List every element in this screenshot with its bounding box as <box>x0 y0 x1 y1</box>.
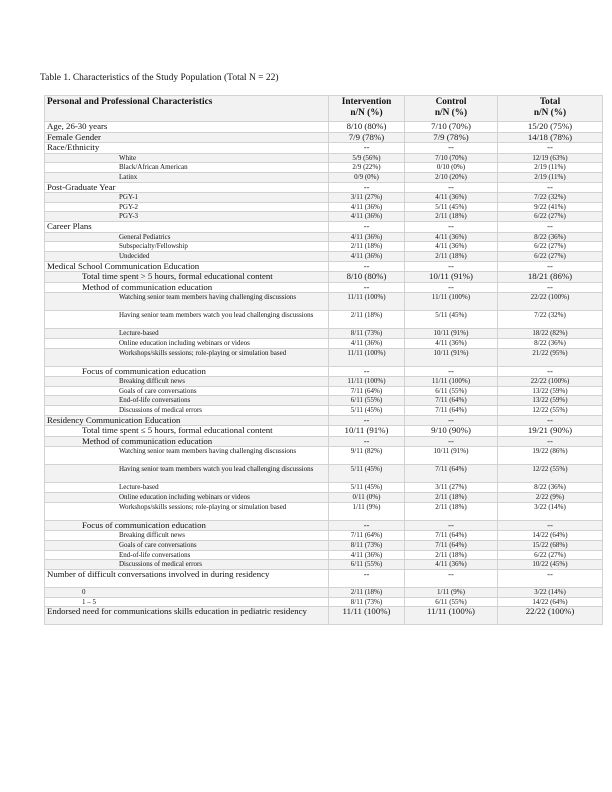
row-label: Focus of communication education <box>45 366 329 377</box>
table-row <box>45 426 603 437</box>
total-value: 15/22 (68%) <box>498 540 603 550</box>
row-label: Workshops/skills sessions; role-playing or simulation based <box>45 502 329 520</box>
table-row <box>45 212 603 222</box>
row-label: Total time spent ≤ 5 hours, formal educational content <box>45 426 329 437</box>
table-row <box>45 311 603 329</box>
row-label: Focus of communication education <box>45 520 329 531</box>
intervention-value: 11/11 (100%) <box>329 293 405 311</box>
table-row <box>45 153 603 163</box>
control-value: 2/11 (18%) <box>405 212 498 222</box>
control-value: 4/11 (36%) <box>405 193 498 203</box>
row-label: Career Plans <box>45 222 329 233</box>
total-value: 8/22 (36%) <box>498 232 603 242</box>
control-value: 1/11 (9%) <box>405 587 498 597</box>
table-row <box>45 293 603 311</box>
table-row <box>45 202 603 212</box>
intervention-value: 4/11 (36%) <box>329 202 405 212</box>
control-value: 11/11 (100%) <box>405 293 498 311</box>
row-label: Watching senior team members having challenging discussions <box>45 447 329 465</box>
row-label: 1 – 5 <box>45 597 329 607</box>
intervention-value: 7/11 (64%) <box>329 531 405 541</box>
control-value: 11/11 (100%) <box>405 377 498 387</box>
table-row <box>45 447 603 465</box>
total-value: 21/22 (95%) <box>498 348 603 366</box>
row-label: Age, 26-30 years <box>45 122 329 133</box>
intervention-value: 2/11 (18%) <box>329 587 405 597</box>
table-row <box>45 465 603 483</box>
intervention-value: 8/11 (73%) <box>329 329 405 339</box>
row-label: Breaking difficult news <box>45 531 329 541</box>
table-row <box>45 415 603 426</box>
row-label: Medical School Communication Education <box>45 261 329 272</box>
table-row <box>45 377 603 387</box>
intervention-value: 10/11 (91%) <box>329 426 405 437</box>
row-label: Watching senior team members having challenging discussions <box>45 293 329 311</box>
intervention-value: 7/11 (64%) <box>329 386 405 396</box>
intervention-value: 11/11 (100%) <box>329 348 405 366</box>
intervention-value: -- <box>329 520 405 531</box>
row-label: General Pediatrics <box>45 232 329 242</box>
total-value: 14/18 (78%) <box>498 132 603 143</box>
row-label: Goals of care conversations <box>45 386 329 396</box>
row-label: Female Gender <box>45 132 329 143</box>
table-row <box>45 587 603 597</box>
intervention-value: 0/9 (0%) <box>329 172 405 182</box>
intervention-value: 3/11 (27%) <box>329 193 405 203</box>
total-value: 8/22 (36%) <box>498 483 603 493</box>
control-value: -- <box>405 282 498 293</box>
total-value: 6/22 (27%) <box>498 550 603 560</box>
control-value: 10/11 (91%) <box>405 348 498 366</box>
row-label: Undecided <box>45 252 329 262</box>
control-value: 4/11 (36%) <box>405 232 498 242</box>
total-value: 8/22 (36%) <box>498 338 603 348</box>
intervention-value: 5/11 (45%) <box>329 406 405 416</box>
intervention-value: -- <box>329 366 405 377</box>
intervention-value: 5/11 (45%) <box>329 465 405 483</box>
intervention-value: -- <box>329 182 405 193</box>
intervention-value: 2/11 (18%) <box>329 242 405 252</box>
table-body <box>45 122 603 625</box>
table-row <box>45 540 603 550</box>
table-row <box>45 282 603 293</box>
table-row <box>45 163 603 173</box>
intervention-value: 6/11 (55%) <box>329 560 405 570</box>
row-label: Residency Communication Education <box>45 415 329 426</box>
header-control: Control n/N (%) <box>405 96 498 122</box>
control-value: 3/11 (27%) <box>405 483 498 493</box>
row-label: Online education including webinars or videos <box>45 338 329 348</box>
total-value: 6/22 (27%) <box>498 242 603 252</box>
total-value: 9/22 (41%) <box>498 202 603 212</box>
table-row <box>45 493 603 503</box>
intervention-value: 11/11 (100%) <box>329 377 405 387</box>
intervention-value: 5/11 (45%) <box>329 483 405 493</box>
total-value: 14/22 (64%) <box>498 597 603 607</box>
row-label: Number of difficult conversations involved in during residency <box>45 569 329 587</box>
control-value: 10/11 (91%) <box>405 329 498 339</box>
intervention-value: 11/11 (100%) <box>329 607 405 625</box>
control-value: 0/10 (0%) <box>405 163 498 173</box>
row-label: Method of communication education <box>45 282 329 293</box>
intervention-value: 8/11 (73%) <box>329 540 405 550</box>
intervention-value: 8/10 (80%) <box>329 272 405 283</box>
total-value: -- <box>498 415 603 426</box>
control-value: 4/11 (36%) <box>405 242 498 252</box>
control-value: 10/11 (91%) <box>405 447 498 465</box>
intervention-value: 1/11 (9%) <box>329 502 405 520</box>
control-value: 7/9 (78%) <box>405 132 498 143</box>
control-value: -- <box>405 143 498 154</box>
table-row <box>45 348 603 366</box>
table-row <box>45 272 603 283</box>
control-value: 11/11 (100%) <box>405 607 498 625</box>
intervention-value: -- <box>329 222 405 233</box>
table-row <box>45 607 603 625</box>
intervention-value: 8/10 (80%) <box>329 122 405 133</box>
control-value: 6/11 (55%) <box>405 386 498 396</box>
control-value: -- <box>405 520 498 531</box>
intervention-value: 0/11 (0%) <box>329 493 405 503</box>
row-label: PGY-2 <box>45 202 329 212</box>
intervention-value: 4/11 (36%) <box>329 550 405 560</box>
table-row <box>45 261 603 272</box>
intervention-value: 2/11 (18%) <box>329 311 405 329</box>
intervention-value: -- <box>329 282 405 293</box>
table-row <box>45 550 603 560</box>
intervention-value: -- <box>329 415 405 426</box>
control-value: 2/10 (20%) <box>405 172 498 182</box>
total-value: -- <box>498 520 603 531</box>
row-label: Discussions of medical errors <box>45 560 329 570</box>
control-value: 7/11 (64%) <box>405 406 498 416</box>
control-value: 5/11 (45%) <box>405 311 498 329</box>
table-row <box>45 242 603 252</box>
total-value: -- <box>498 143 603 154</box>
intervention-value: 2/9 (22%) <box>329 163 405 173</box>
row-label: Online education including webinars or videos <box>45 493 329 503</box>
intervention-value: 5/9 (56%) <box>329 153 405 163</box>
row-label: End-of-life conversations <box>45 550 329 560</box>
control-value: -- <box>405 261 498 272</box>
intervention-value: 8/11 (73%) <box>329 597 405 607</box>
total-value: 22/22 (100%) <box>498 607 603 625</box>
table-row <box>45 122 603 133</box>
row-label: 0 <box>45 587 329 597</box>
row-label: Breaking difficult news <box>45 377 329 387</box>
control-value: -- <box>405 366 498 377</box>
total-value: -- <box>498 222 603 233</box>
total-value: -- <box>498 436 603 447</box>
table-row <box>45 396 603 406</box>
total-value: 2/19 (11%) <box>498 172 603 182</box>
table-row <box>45 222 603 233</box>
intervention-value: -- <box>329 436 405 447</box>
control-value: 5/11 (45%) <box>405 202 498 212</box>
total-value: -- <box>498 282 603 293</box>
intervention-value: -- <box>329 569 405 587</box>
row-label: End-of-life conversations <box>45 396 329 406</box>
row-label: Subspecialty/Fellowship <box>45 242 329 252</box>
intervention-value: 6/11 (55%) <box>329 396 405 406</box>
row-label: PGY-1 <box>45 193 329 203</box>
row-label: Workshops/skills sessions; role-playing or simulation based <box>45 348 329 366</box>
row-label: Lecture-based <box>45 483 329 493</box>
table-row <box>45 172 603 182</box>
total-value: 19/21 (90%) <box>498 426 603 437</box>
total-value: 15/20 (75%) <box>498 122 603 133</box>
header-intervention: Intervention n/N (%) <box>329 96 405 122</box>
total-value: 7/22 (32%) <box>498 193 603 203</box>
intervention-value: 4/11 (36%) <box>329 252 405 262</box>
row-label: Method of communication education <box>45 436 329 447</box>
control-value: -- <box>405 569 498 587</box>
control-value: 2/11 (18%) <box>405 252 498 262</box>
total-value: 12/22 (55%) <box>498 406 603 416</box>
characteristics-table <box>44 95 603 625</box>
row-label: Goals of care conversations <box>45 540 329 550</box>
table-row <box>45 406 603 416</box>
row-label: White <box>45 153 329 163</box>
table-header-row <box>45 96 603 122</box>
row-label: Black/African American <box>45 163 329 173</box>
control-value: 2/11 (18%) <box>405 493 498 503</box>
control-value: 7/11 (64%) <box>405 465 498 483</box>
total-value: 18/21 (86%) <box>498 272 603 283</box>
control-value: 7/11 (64%) <box>405 540 498 550</box>
control-value: -- <box>405 182 498 193</box>
control-value: 7/10 (70%) <box>405 122 498 133</box>
table-row <box>45 232 603 242</box>
header-total: Total n/N (%) <box>498 96 603 122</box>
control-value: -- <box>405 222 498 233</box>
total-value: -- <box>498 569 603 587</box>
total-value: 6/22 (27%) <box>498 212 603 222</box>
table-row <box>45 386 603 396</box>
total-value: 13/22 (59%) <box>498 396 603 406</box>
table-row <box>45 520 603 531</box>
intervention-value: 9/11 (82%) <box>329 447 405 465</box>
control-value: 6/11 (55%) <box>405 597 498 607</box>
table-row <box>45 132 603 143</box>
control-value: 9/10 (90%) <box>405 426 498 437</box>
table-row <box>45 560 603 570</box>
table-row <box>45 436 603 447</box>
table-row <box>45 193 603 203</box>
control-value: 7/11 (64%) <box>405 396 498 406</box>
row-label: Total time spent > 5 hours, formal educational content <box>45 272 329 283</box>
row-label: Endorsed need for communications skills education in pediatric residency <box>45 607 329 625</box>
intervention-value: 4/11 (36%) <box>329 338 405 348</box>
control-value: 7/11 (64%) <box>405 531 498 541</box>
total-value: 2/22 (9%) <box>498 493 603 503</box>
total-value: 3/22 (14%) <box>498 587 603 597</box>
control-value: 2/11 (18%) <box>405 502 498 520</box>
total-value: 10/22 (45%) <box>498 560 603 570</box>
table-caption: Table 1. Characteristics of the Study Population (Total N = 22) <box>40 73 279 83</box>
intervention-value: 4/11 (36%) <box>329 232 405 242</box>
row-label: Lecture-based <box>45 329 329 339</box>
control-value: 10/11 (91%) <box>405 272 498 283</box>
row-label: PGY-3 <box>45 212 329 222</box>
total-value: 14/22 (64%) <box>498 531 603 541</box>
table-row <box>45 569 603 587</box>
table-row <box>45 502 603 520</box>
control-value: 7/10 (70%) <box>405 153 498 163</box>
total-value: 2/19 (11%) <box>498 163 603 173</box>
row-label: Discussions of medical errors <box>45 406 329 416</box>
table-row <box>45 143 603 154</box>
row-label: Having senior team members watch you lead challenging discussions <box>45 465 329 483</box>
row-label: Race/Ethnicity <box>45 143 329 154</box>
total-value: 19/22 (86%) <box>498 447 603 465</box>
table-row <box>45 531 603 541</box>
table-row <box>45 338 603 348</box>
total-value: -- <box>498 366 603 377</box>
intervention-value: -- <box>329 143 405 154</box>
control-value: -- <box>405 436 498 447</box>
total-value: 18/22 (82%) <box>498 329 603 339</box>
control-value: 4/11 (36%) <box>405 560 498 570</box>
total-value: -- <box>498 261 603 272</box>
table-row <box>45 483 603 493</box>
intervention-value: -- <box>329 261 405 272</box>
control-value: 4/11 (36%) <box>405 338 498 348</box>
row-label: Post-Graduate Year <box>45 182 329 193</box>
total-value: 3/22 (14%) <box>498 502 603 520</box>
table-row <box>45 252 603 262</box>
table-row <box>45 366 603 377</box>
header-characteristics: Personal and Professional Characteristics <box>45 96 329 122</box>
intervention-value: 4/11 (36%) <box>329 212 405 222</box>
row-label: Latinx <box>45 172 329 182</box>
total-value: 13/22 (59%) <box>498 386 603 396</box>
total-value: 12/22 (55%) <box>498 465 603 483</box>
total-value: -- <box>498 182 603 193</box>
total-value: 22/22 (100%) <box>498 377 603 387</box>
control-value: -- <box>405 415 498 426</box>
control-value: 2/11 (18%) <box>405 550 498 560</box>
table-row <box>45 182 603 193</box>
row-label: Having senior team members watch you lead challenging discussions <box>45 311 329 329</box>
total-value: 22/22 (100%) <box>498 293 603 311</box>
total-value: 7/22 (32%) <box>498 311 603 329</box>
total-value: 12/19 (63%) <box>498 153 603 163</box>
table-row <box>45 329 603 339</box>
total-value: 6/22 (27%) <box>498 252 603 262</box>
intervention-value: 7/9 (78%) <box>329 132 405 143</box>
